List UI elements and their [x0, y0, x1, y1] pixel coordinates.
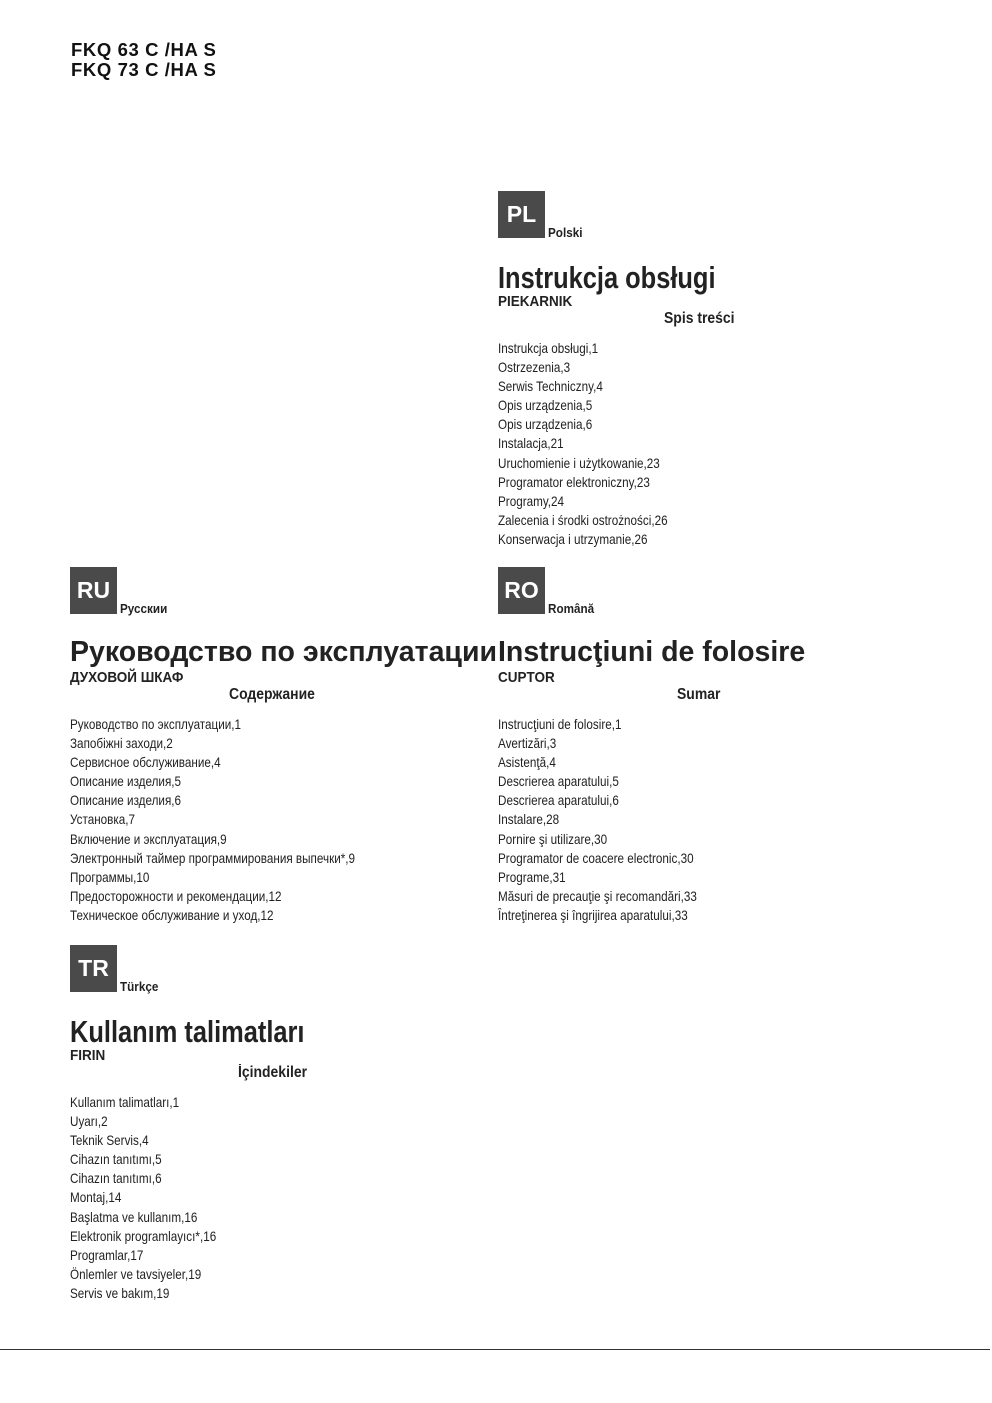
- list-item: Техническое обслуживание и уход,12: [70, 907, 274, 923]
- list-item: Программы,10: [70, 869, 150, 885]
- list-item: Instrucţiuni de folosire,1: [498, 717, 622, 732]
- list-item: Zalecenia i środki ostrożności,26: [498, 512, 668, 528]
- list-item: Programlar,17: [70, 1247, 144, 1263]
- section-ro: [498, 567, 918, 923]
- list-item: Descrierea aparatului,5: [498, 774, 619, 790]
- list-item: Măsuri de precauţie şi recomandări,33: [498, 888, 697, 904]
- list-item: Montaj,14: [70, 1190, 122, 1206]
- contents-list: [498, 715, 729, 925]
- list-item: Ostrzezenia,3: [498, 360, 571, 376]
- appliance-type: CUPTOR: [498, 669, 555, 686]
- list-item: Pornire şi utilizare,30: [498, 831, 608, 847]
- contents-list: [70, 1093, 240, 1303]
- list-item: Önlemler ve tavsiyeler,19: [70, 1266, 202, 1282]
- language-code-badge: TR: [70, 945, 117, 992]
- list-item: Konserwacja i utrzymanie,26: [498, 531, 648, 547]
- manual-title: Instrukcja obsługi: [498, 260, 716, 295]
- list-item: Programy,24: [498, 493, 565, 509]
- list-item: Programe,31: [498, 869, 566, 885]
- appliance-type: PIEKARNIK: [498, 293, 573, 310]
- list-item: Сервисное обслуживание,4: [70, 755, 221, 771]
- list-item: Описание изделия,6: [70, 793, 182, 809]
- contents-heading: Spis treści: [664, 310, 735, 327]
- model-number: FKQ 73 C /HA S: [71, 59, 217, 80]
- language-name: Polski: [548, 225, 583, 240]
- contents-list: [498, 339, 695, 549]
- language-name: Türkçe: [120, 979, 159, 994]
- section-pl: [498, 191, 918, 547]
- list-item: Servis ve bakım,19: [70, 1285, 170, 1301]
- manual-title: Instrucţiuni de folosire: [498, 636, 806, 668]
- language-code-badge: PL: [498, 191, 545, 238]
- list-item: Электронный таймер программирования выпечки*,9: [70, 850, 356, 866]
- list-item: Описание изделия,5: [70, 774, 182, 790]
- list-item: Uyarı,2: [70, 1114, 108, 1130]
- list-item: Запобіжні заходи,2: [70, 736, 173, 752]
- list-item: Uruchomienie i użytkowanie,23: [498, 455, 660, 471]
- section-ru: [70, 567, 497, 923]
- language-name: Română: [548, 601, 595, 616]
- list-item: Instalacja,21: [498, 436, 564, 452]
- list-item: Opis urządzenia,5: [498, 398, 593, 414]
- appliance-type: ДУХОВОЙ ШКАФ: [70, 669, 184, 686]
- list-item: Предосторожности и рекомендации,12: [70, 888, 282, 904]
- contents-list: [70, 715, 401, 925]
- section-tr: [70, 945, 490, 1301]
- list-item: Cihazın tanıtımı,6: [70, 1171, 162, 1187]
- manual-title: Kullanım talimatları: [70, 1014, 305, 1049]
- list-item: Instalare,28: [498, 812, 560, 828]
- language-code-badge: RU: [70, 567, 117, 614]
- list-item: Teknik Servis,4: [70, 1133, 149, 1149]
- list-item: Întreţinerea şi îngrijirea aparatului,33: [498, 907, 688, 923]
- list-item: Avertizări,3: [498, 736, 557, 752]
- appliance-type: FIRIN: [70, 1047, 106, 1064]
- language-code-badge: RO: [498, 567, 545, 614]
- list-item: Asistenţă,4: [498, 755, 556, 771]
- manual-title: Руководство по эксплуатации: [70, 636, 497, 668]
- list-item: Установка,7: [70, 812, 136, 828]
- list-item: Descrierea aparatului,6: [498, 793, 619, 809]
- contents-heading: Sumar: [677, 686, 721, 703]
- list-item: Включение и эксплуатация,9: [70, 831, 227, 847]
- model-number: FKQ 63 C /HA S: [71, 39, 217, 60]
- footer-divider: [0, 1349, 990, 1350]
- list-item: Руководство по эксплуатации,1: [70, 717, 242, 732]
- list-item: Programator elektroniczny,23: [498, 474, 650, 490]
- list-item: Cihazın tanıtımı,5: [70, 1152, 162, 1168]
- list-item: Opis urządzenia,6: [498, 417, 593, 433]
- list-item: Kullanım talimatları,1: [70, 1095, 180, 1110]
- language-name: Русскии: [120, 601, 168, 616]
- contents-heading: İçindekiler: [238, 1064, 308, 1081]
- model-numbers: [71, 40, 216, 80]
- list-item: Serwis Techniczny,4: [498, 379, 603, 395]
- list-item: Programator de coacere electronic,30: [498, 850, 694, 866]
- list-item: Elektronik programlayıcı*,16: [70, 1228, 217, 1244]
- list-item: Instrukcja obsługi,1: [498, 341, 599, 356]
- list-item: Başlatma ve kullanım,16: [70, 1209, 198, 1225]
- contents-heading: Содержание: [229, 686, 315, 703]
